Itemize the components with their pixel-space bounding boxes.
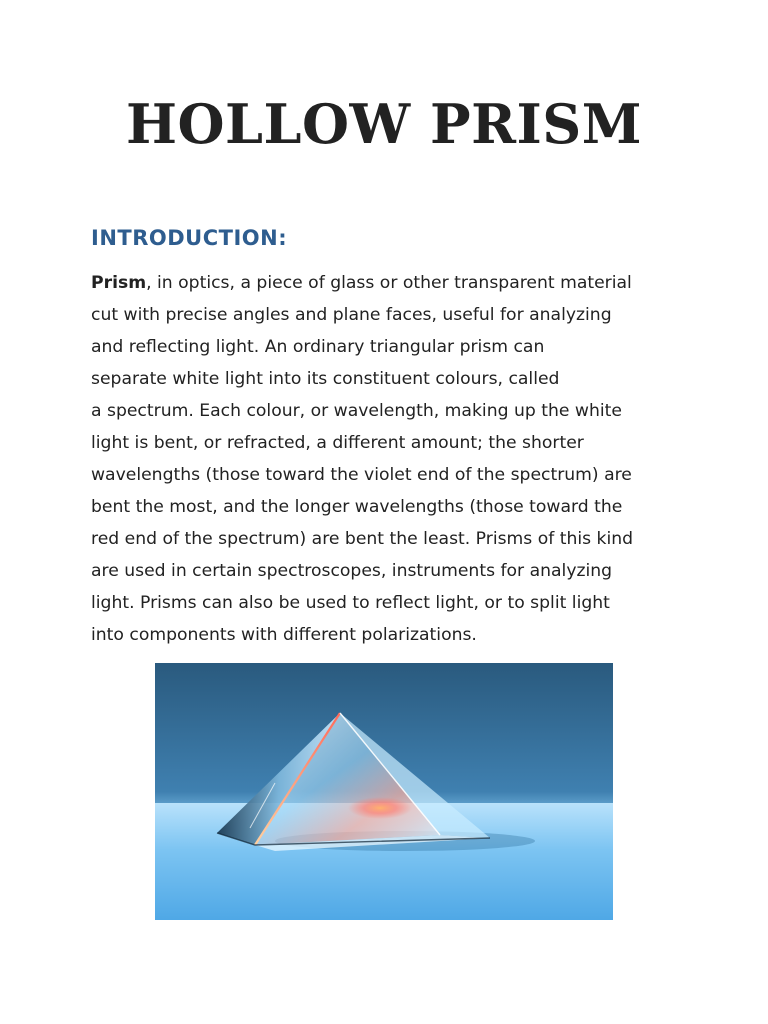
paragraph-line: light. Prisms can also be used to reflect light, or to split light [91, 593, 610, 613]
paragraph-line: and reflecting light. An ordinary triangular prism can [91, 337, 545, 357]
prism-illustration [155, 663, 613, 920]
paragraph-line: are used in certain spectroscopes, instruments for analyzing [91, 561, 613, 581]
introduction-paragraph [91, 267, 681, 651]
paragraph-line: into components with different polarizations. [91, 625, 477, 645]
prism-photo [155, 663, 613, 920]
document-title: HOLLOW PRISM [126, 92, 642, 156]
prism-term: Prism [91, 273, 147, 293]
paragraph-line: separate white light into its constituent colours, called [91, 369, 560, 389]
paragraph-line: light is bent, or refracted, a different amount; the shorter [91, 433, 584, 453]
paragraph-line: bent the most, and the longer wavelengths (those toward the [91, 497, 623, 517]
paragraph-line: a spectrum. Each colour, or wavelength, making up the white [91, 401, 622, 421]
paragraph-line: Prism, in optics, a piece of glass or other transparent material [91, 273, 632, 293]
paragraph-line: red end of the spectrum) are bent the least. Prisms of this kind [91, 529, 634, 549]
paragraph-line: wavelengths (those toward the violet end of the spectrum) are [91, 465, 632, 485]
introduction-heading: INTRODUCTION: [91, 226, 288, 250]
paragraph-line: cut with precise angles and plane faces, useful for analyzing [91, 305, 612, 325]
